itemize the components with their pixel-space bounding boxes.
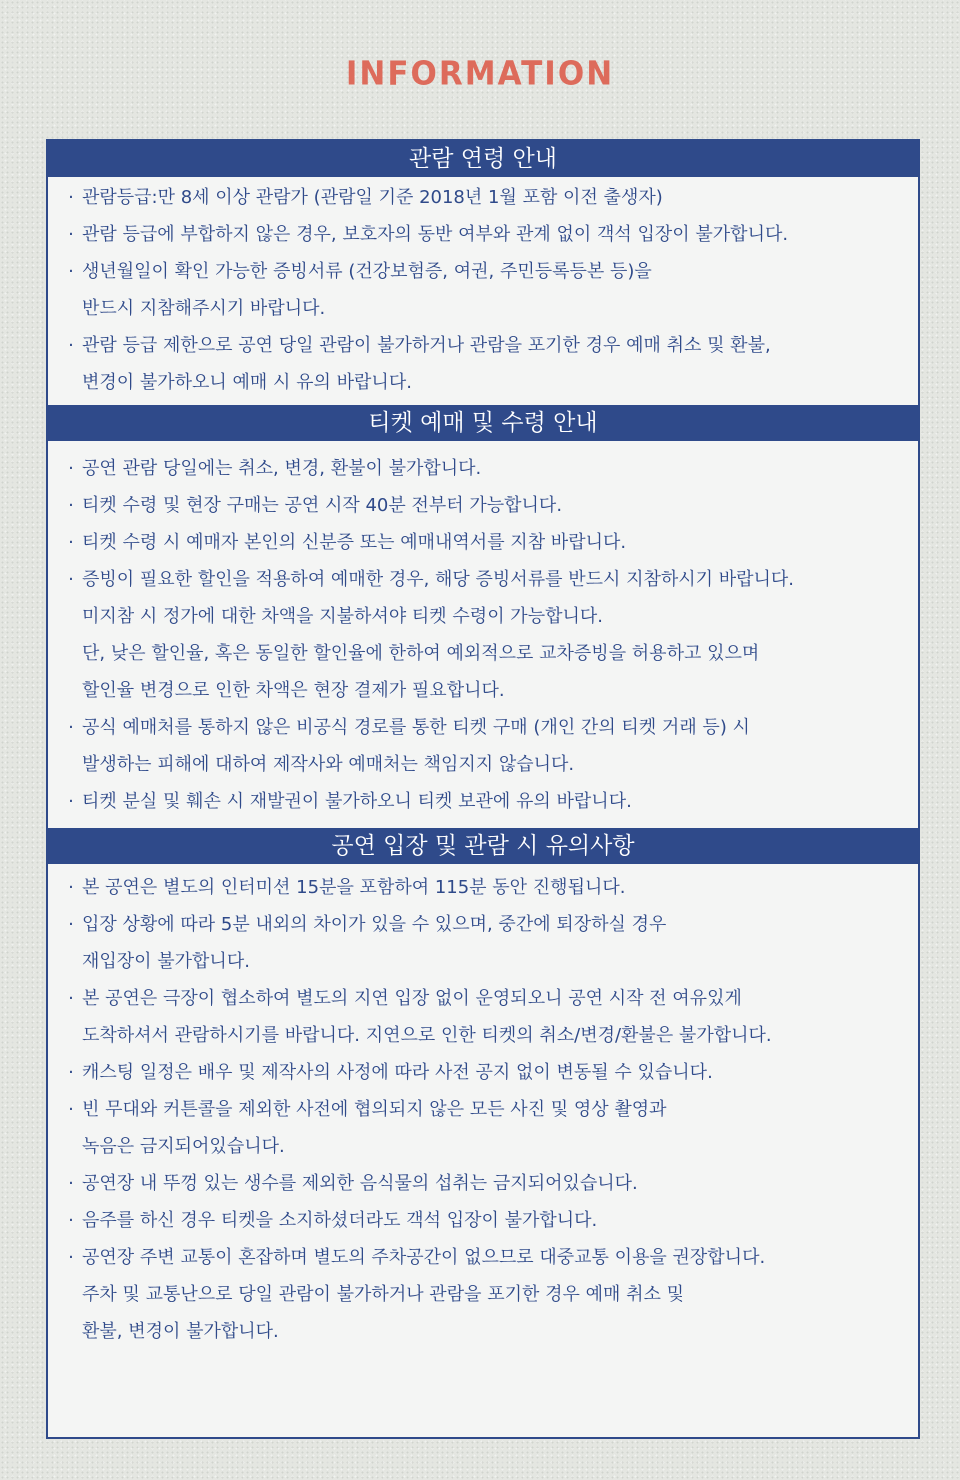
section-ticket-guide xyxy=(48,405,918,828)
line-text: 공연장 내 뚜껑 있는 생수를 제외한 음식물의 섭취는 금지되어있습니다. xyxy=(82,1173,638,1194)
section-header: 공연 입장 및 관람 시 유의사항 xyxy=(48,828,918,864)
bullet-dot: · xyxy=(68,877,74,898)
list-item-continuation xyxy=(62,672,904,709)
list-item xyxy=(62,253,904,290)
bullet-dot: · xyxy=(68,717,74,738)
line-text: 티켓 분실 및 훼손 시 재발권이 불가하오니 티켓 보관에 유의 바랍니다. xyxy=(82,791,632,812)
list-item xyxy=(62,709,904,746)
list-item xyxy=(62,450,904,487)
list-item-continuation xyxy=(62,598,904,635)
section-body xyxy=(48,441,918,828)
bullet-dot: · xyxy=(68,1173,74,1194)
bullet-dot: · xyxy=(68,224,74,245)
bullet-dot: · xyxy=(68,187,74,208)
bullet-dot: · xyxy=(68,914,74,935)
list-item xyxy=(62,1054,904,1091)
list-item xyxy=(62,561,904,598)
bullet-dot: · xyxy=(68,791,74,812)
line-text: 관람등급:만 8세 이상 관람가 (관람일 기준 2018년 1월 포함 이전 출생자) xyxy=(82,187,663,208)
line-text: 반드시 지참해주시기 바랍니다. xyxy=(82,298,326,319)
section-body xyxy=(48,177,918,405)
list-item xyxy=(62,1202,904,1239)
list-item xyxy=(62,524,904,561)
line-text: 본 공연은 극장이 협소하여 별도의 지연 입장 없이 운영되오니 공연 시작 전 여유있게 xyxy=(82,988,742,1009)
list-item-continuation xyxy=(62,290,904,327)
list-item xyxy=(62,1239,904,1276)
line-text: 빈 무대와 커튼콜을 제외한 사전에 협의되지 않은 모든 사진 및 영상 촬영과 xyxy=(82,1099,667,1120)
page-title: INFORMATION xyxy=(345,55,615,93)
line-text: 관람 등급에 부합하지 않은 경우, 보호자의 동반 여부와 관계 없이 객석 입장이 불가합니다. xyxy=(82,224,789,245)
line-text: 음주를 하신 경우 티켓을 소지하셨더라도 객석 입장이 불가합니다. xyxy=(82,1210,598,1231)
line-text: 도착하셔서 관람하시기를 바랍니다. 지연으로 인한 티켓의 취소/변경/환불은 불가합니다. xyxy=(82,1025,772,1046)
list-item xyxy=(62,783,904,820)
bullet-dot: · xyxy=(68,261,74,282)
line-text: 입장 상황에 따라 5분 내외의 차이가 있을 수 있으며, 중간에 퇴장하실 경우 xyxy=(82,914,667,935)
list-item-continuation xyxy=(62,746,904,783)
section-header: 티켓 예매 및 수령 안내 xyxy=(48,405,918,441)
list-item-continuation xyxy=(62,943,904,980)
information-panel xyxy=(46,139,920,1439)
bullet-dot: · xyxy=(68,569,74,590)
line-text: 재입장이 불가합니다. xyxy=(82,951,250,972)
line-text: 증빙이 필요한 할인을 적용하여 예매한 경우, 해당 증빙서류를 반드시 지참하시기 바랍니다. xyxy=(82,569,795,590)
section-entry-notes xyxy=(48,828,918,1350)
line-text: 발생하는 피해에 대하여 제작사와 예매처는 책임지지 않습니다. xyxy=(82,754,575,775)
bullet-dot: · xyxy=(68,458,74,479)
list-item xyxy=(62,216,904,253)
bullet-dot: · xyxy=(68,495,74,516)
line-text: 캐스팅 일정은 배우 및 제작사의 사정에 따라 사전 공지 없이 변동될 수 있습니다. xyxy=(82,1062,713,1083)
list-item xyxy=(62,1165,904,1202)
line-text: 주차 및 교통난으로 당일 관람이 불가하거나 관람을 포기한 경우 예매 취소 및 xyxy=(82,1284,684,1305)
section-body xyxy=(48,864,918,1350)
line-text: 관람 등급 제한으로 공연 당일 관람이 불가하거나 관람을 포기한 경우 예매 취소 및 환불, xyxy=(82,335,771,356)
line-text: 티켓 수령 및 현장 구매는 공연 시작 40분 전부터 가능합니다. xyxy=(82,495,563,516)
bullet-dot: · xyxy=(68,532,74,553)
list-item-continuation xyxy=(62,1313,904,1350)
bullet-dot: · xyxy=(68,988,74,1009)
list-item xyxy=(62,980,904,1017)
line-text: 생년월일이 확인 가능한 증빙서류 (건강보험증, 여권, 주민등록등본 등)을 xyxy=(82,261,652,282)
line-text: 공식 예매처를 통하지 않은 비공식 경로를 통한 티켓 구매 (개인 간의 티켓 거래 등) 시 xyxy=(82,717,750,738)
bullet-dot: · xyxy=(68,1210,74,1231)
list-item-continuation xyxy=(62,364,904,401)
list-item xyxy=(62,906,904,943)
list-item xyxy=(62,869,904,906)
list-item xyxy=(62,179,904,216)
line-text: 단, 낮은 할인율, 혹은 동일한 할인율에 한하여 예외적으로 교차증빙을 허용하고 있으며 xyxy=(82,643,760,664)
bullet-dot: · xyxy=(68,1247,74,1268)
list-item-continuation xyxy=(62,1128,904,1165)
list-item xyxy=(62,1091,904,1128)
list-item-continuation xyxy=(62,1276,904,1313)
list-item xyxy=(62,327,904,364)
section-age-guide xyxy=(48,141,918,405)
line-text: 미지참 시 정가에 대한 차액을 지불하셔야 티켓 수령이 가능합니다. xyxy=(82,606,603,627)
line-text: 환불, 변경이 불가합니다. xyxy=(82,1321,279,1342)
line-text: 공연장 주변 교통이 혼잡하며 별도의 주차공간이 없으므로 대중교통 이용을 권장합니다. xyxy=(82,1247,766,1268)
list-item-continuation xyxy=(62,1017,904,1054)
line-text: 할인율 변경으로 인한 차액은 현장 결제가 필요합니다. xyxy=(82,680,505,701)
line-text: 녹음은 금지되어있습니다. xyxy=(82,1136,285,1157)
line-text: 공연 관람 당일에는 취소, 변경, 환불이 불가합니다. xyxy=(82,458,482,479)
line-text: 변경이 불가하오니 예매 시 유의 바랍니다. xyxy=(82,372,412,393)
list-item xyxy=(62,487,904,524)
section-header: 관람 연령 안내 xyxy=(48,141,918,177)
bullet-dot: · xyxy=(68,335,74,356)
list-item-continuation xyxy=(62,635,904,672)
line-text: 본 공연은 별도의 인터미션 15분을 포함하여 115분 동안 진행됩니다. xyxy=(82,877,626,898)
bullet-dot: · xyxy=(68,1062,74,1083)
bullet-dot: · xyxy=(68,1099,74,1120)
line-text: 티켓 수령 시 예매자 본인의 신분증 또는 예매내역서를 지참 바랍니다. xyxy=(82,532,627,553)
